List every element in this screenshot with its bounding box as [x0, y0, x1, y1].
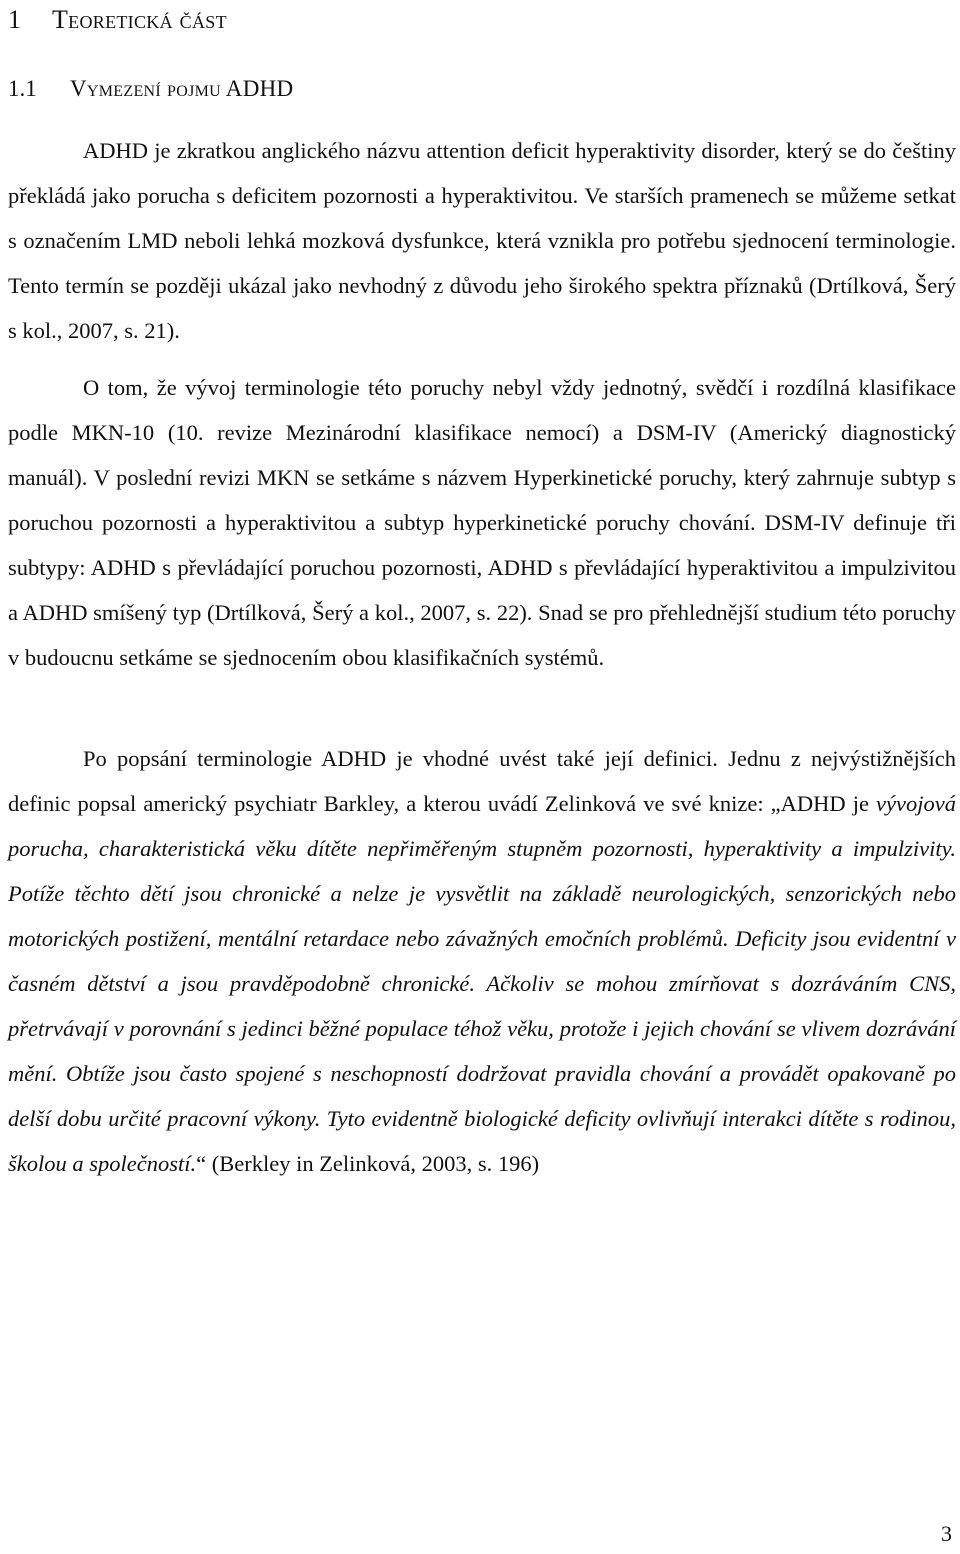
paragraph-definition-abbreviation: ADHD je zkratkou anglického názvu attention deficit hyperaktivity disorder, který se do češtiny překládá jako porucha s deficitem pozornosti a hyperaktivitou. Ve starších pramenech se můžeme setkat s označením LMD neboli lehká mozková dysfunkce, která vznikla pro potřebu sjednocení terminologie. Tento termín se později ukázal jako nevhodný z důvodu jeho širokého spektra příznaků (Drtílková, Šerý s kol., 2007, s. 21). [8, 138, 956, 343]
paragraph-intro-text: Po popsání terminologie ADHD je vhodné uvést také její definici. Jednu z nejvýstižnějších definic popsal americký psychiatr Barkley, a kterou uvádí Zelinková ve své knize: „ADHD je [8, 746, 956, 816]
document-page [8, 0, 956, 1554]
paragraph-barkley-definition [8, 736, 956, 1186]
section-title: Vymezení pojmu ADHD [70, 76, 294, 101]
definition-quote: vývojová porucha, charakteristická věku dítěte nepřiměřeným stupněm pozornosti, hyperaktivity a impulzivity. Potíže těchto dětí jsou chronické a nelze je vysvětlit na základě neurologických, senzorických nebo motorických postižení, mentální retardace nebo závažných emočních problémů. Deficity jsou evidentní v časném dětství a jsou pravděpodobně chronické. Ačkoliv se mohou zmírňovat s dozráváním CNS, přetrvávají v porovnání s jedinci běžné populace téhož věku, protože i jejich chování se vlivem dozrávání mění. Obtíže jsou často spojené s neschopností dodržovat pravidla chování a provádět opakovaně po delší dobu určité pracovní výkony. Tyto evidentně biologické deficity ovlivňují interakci dítěte s rodinou, školou a společností. [8, 791, 956, 1176]
page-number: 3 [941, 1521, 952, 1546]
section-heading [8, 74, 293, 104]
quote-citation: “ (Berkley in Zelinková, 2003, s. 196) [196, 1151, 540, 1176]
chapter-heading [8, 4, 227, 36]
chapter-number: 1 [8, 5, 21, 34]
section-number: 1.1 [8, 76, 37, 101]
paragraph-terminology-classification: O tom, že vývoj terminologie této poruchy nebyl vždy jednotný, svědčí i rozdílná klasifikace podle MKN-10 (10. revize Mezinárodní klasifikace nemocí) a DSM-IV (Americký diagnostický manuál). V poslední revizi MKN se setkáme s názvem Hyperkinetické poruchy, který zahrnuje subtyp s poruchou pozornosti a hyperaktivitou a subtyp hyperkinetické poruchy chování. DSM-IV definuje tři subtypy: ADHD s převládající poruchou pozornosti, ADHD s převládající hyperaktivitou a impulzivitou a ADHD smíšený typ (Drtílková, Šerý a kol., 2007, s. 22). Snad se pro přehlednější studium této poruchy v budoucnu setkáme se sjednocením obou klasifikačních systémů. [8, 375, 956, 670]
chapter-title: Teoretická část [52, 5, 227, 34]
